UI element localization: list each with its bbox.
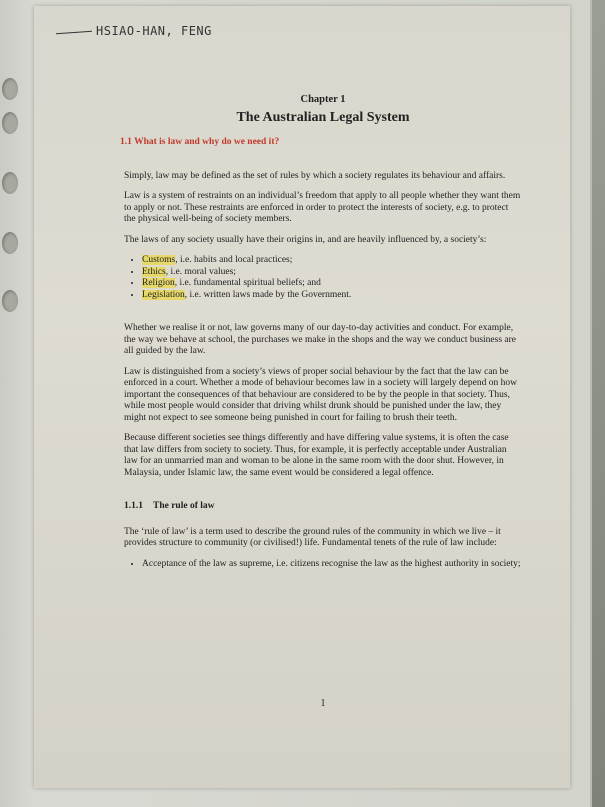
list-item: • Ethics, i.e. moral values; [142,267,522,279]
punch-hole [2,232,18,254]
paragraph: Because different societies see things differently and have differing value systems, it is often the case that law differs from society to society. Thus, for example, it is perfectly acceptable under Australian law for an unmarried man and woman to be alone in the same room with the door shut. However, in Malaysia, under Islamic law, the same event would be considered a legal offence. [124,433,509,478]
punch-hole [2,290,18,312]
punch-hole [2,112,18,134]
chapter-title: The Australian Legal System [236,109,410,125]
list-item: • Customs, i.e. habits and local practices; [142,255,522,267]
chapter-label: Chapter 1 [300,94,346,105]
list-item: • Religion, i.e. fundamental spiritual beliefs; and [142,278,522,290]
punch-hole [2,172,18,194]
document-page [34,6,570,788]
pen-stroke [56,31,92,35]
rule-list [124,559,522,571]
paragraph: The laws of any society usually have their origins in, and are heavily influenced by, a society’s: [124,234,487,245]
paragraph: Law is a system of restraints on an individual’s freedom that apply to all people whether they want them to apply or not. These restraints are enforced in order to protect the interests of society, e.g. to protect the physical well-being of society members. [124,191,521,224]
page-content [120,94,522,709]
origins-list [124,255,522,301]
list-item: • Acceptance of the law as supreme, i.e. citizens recognise the law as the highest authority in society; [142,559,522,571]
paragraph: Law is distinguished from a society’s views of proper social behaviour by the fact that the law can be enforced in a court. Whether a mode of behaviour becomes law in a society will largely depend on how important the consequences of that behaviour are considered to be by the people in that society. Thus, while most people would consider that driving whilst drunk should be punished under the law, they might not expect to see someone being punished in court for failing to brush their teeth. [124,366,517,423]
subsection-title: The rule of law [153,501,215,511]
page-number: 1 [320,698,326,709]
paragraph: The ‘rule of law’ is a term used to describe the ground rules of the community in which we live – it provides structure to community (or civilised!) life. Fundamental tenets of the rule of law include: [124,526,501,548]
paragraph: Simply, law may be defined as the set of rules by which a society regulates its behaviour and affairs. [124,170,506,181]
paragraph: Whether we realise it or not, law governs many of our day-to-day activities and conduct. For example, the way we behave at school, the purchases we make in the shops and the way we conduct business are all guided by the law. [124,323,517,356]
handwritten-name: HSIAO-HAN, FENG [96,24,212,38]
punch-hole [2,78,18,100]
list-item: • Legislation, i.e. written laws made by the Government. [142,290,522,302]
section-heading: 1.1 What is law and why do we need it? [120,137,280,147]
subsection-number: 1.1.1 [124,501,143,511]
subsection-heading [124,501,522,513]
